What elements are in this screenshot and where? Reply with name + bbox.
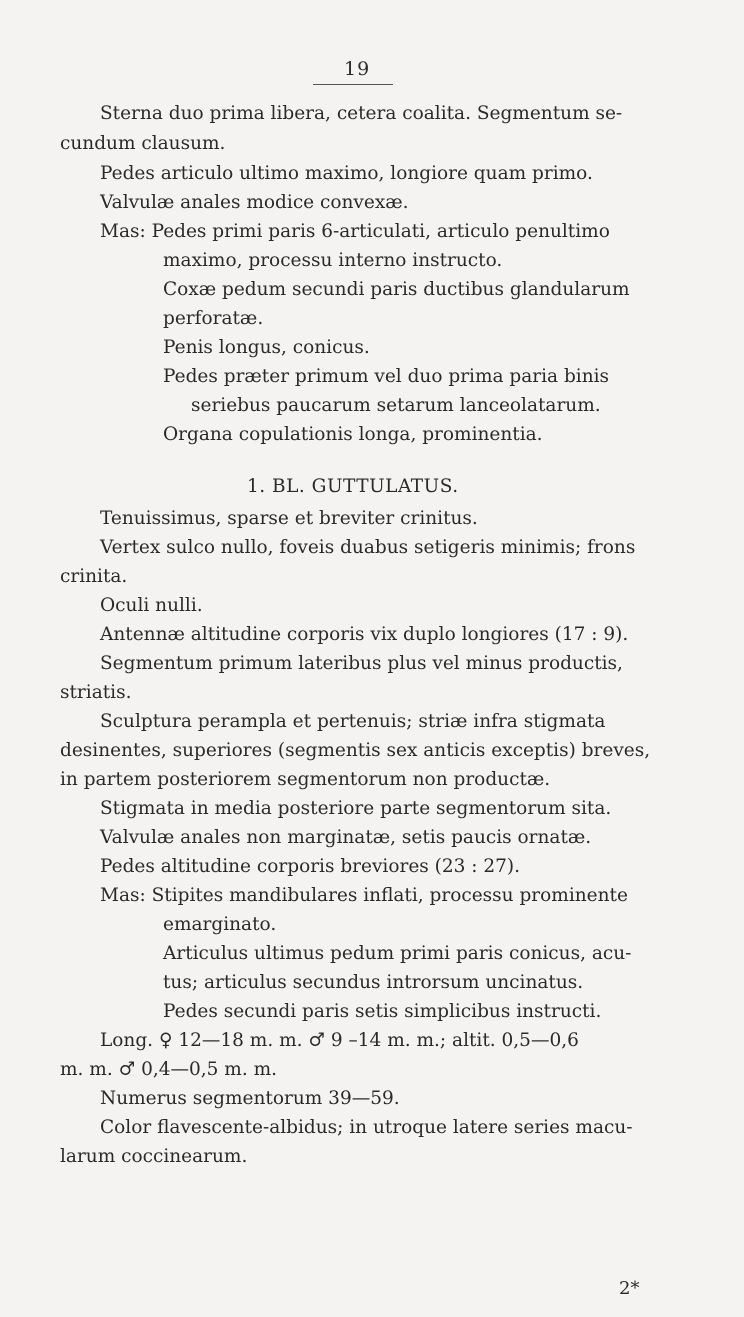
text-line: Color flavescente-albidus; in utroque latere series macu- [100,1117,633,1138]
text-line: Segmentum primum lateribus plus vel minus productis, [100,653,623,674]
text-line: Antennæ altitudine corporis vix duplo longiores (17 : 9). [100,624,629,645]
text-line: tus; articulus secundus introrsum uncinatus. [163,972,584,993]
species-heading: 1. BL. GUTTULATUS. [247,476,459,497]
text-line: striatis. [60,682,132,703]
text-line: desinentes, superiores (segmentis sex anticis exceptis) breves, [60,740,651,761]
page-number-rule [313,84,393,85]
text-line: Penis longus, conicus. [163,337,370,358]
text-line: Oculi nulli. [100,595,203,616]
text-line: Valvulæ anales non marginatæ, setis paucis ornatæ. [100,827,592,848]
text-line: Pedes præter primum vel duo prima paria binis [163,366,610,387]
text-line: Tenuissimus, sparse et breviter crinitus. [100,508,478,529]
page-number: 19 [344,58,371,80]
text-line: Sterna duo prima libera, cetera coalita. Segmentum se- [100,103,623,124]
text-line: Mas: Stipites mandibulares inflati, processu prominente [100,885,628,906]
text-line: emarginato. [163,914,277,935]
text-line: larum coccinearum. [60,1146,248,1167]
text-line: Long. ♀ 12—18 m. m. ♂ 9 –14 m. m.; altit. 0,5—0,6 [100,1030,579,1051]
signature-mark: 2* [619,1278,640,1299]
text-line: Mas: Pedes primi paris 6-articulati, articulo penultimo [100,221,610,242]
text-line: maximo, processu interno instructo. [163,250,503,271]
text-line: Organa copulationis longa, prominentia. [163,424,543,445]
text-line: Pedes altitudine corporis breviores (23 : 27). [100,856,521,877]
text-line: Articulus ultimus pedum primi paris conicus, acu- [163,943,632,964]
text-line: cundum clausum. [60,133,226,154]
text-line: Stigmata in media posteriore parte segmentorum sita. [100,798,612,819]
text-line: Sculptura perampla et pertenuis; striæ infra stigmata [100,711,606,732]
text-line: m. m. ♂ 0,4—0,5 m. m. [60,1059,278,1080]
text-line: perforatæ. [163,308,264,329]
text-line: in partem posteriorem segmentorum non productæ. [60,769,551,790]
text-line: Coxæ pedum secundi paris ductibus glandularum [163,279,630,300]
text-line: Vertex sulco nullo, foveis duabus setigeris minimis; frons [100,537,636,558]
text-line: Valvulæ anales modice convexæ. [100,192,409,213]
text-line: Numerus segmentorum 39—59. [100,1088,400,1109]
text-line: Pedes articulo ultimo maximo, longiore quam primo. [100,163,593,184]
text-line: Pedes secundi paris setis simplicibus instructi. [163,1001,602,1022]
text-line: seriebus paucarum setarum lanceolatarum. [191,395,601,416]
text-line: crinita. [60,566,128,587]
